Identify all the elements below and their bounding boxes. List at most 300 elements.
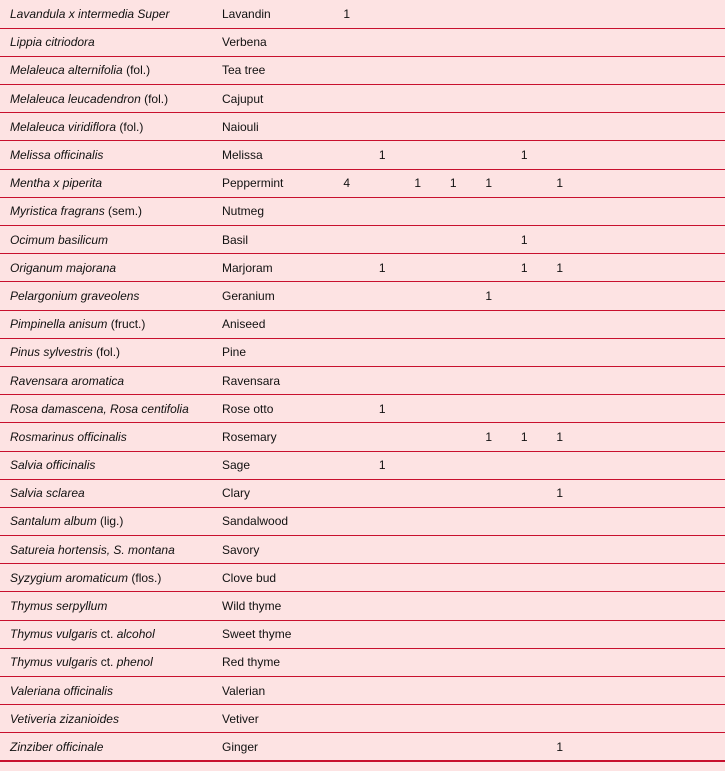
latin-name: Syzygium aromaticum <box>10 570 129 585</box>
value-cell <box>400 226 436 254</box>
value-cell <box>507 85 543 113</box>
value-cell <box>471 310 507 338</box>
value-cell <box>507 197 543 225</box>
latin-name-cell <box>0 56 222 84</box>
table-row <box>0 282 725 310</box>
value-cell <box>329 141 365 169</box>
latin-name-cell <box>0 197 222 225</box>
value-cell <box>542 395 578 423</box>
common-name-cell: Rose otto <box>222 395 329 423</box>
latin-name-cell <box>0 28 222 56</box>
value-cell <box>365 620 401 648</box>
latin-name-suffix: (lig.) <box>96 514 124 529</box>
value-cell <box>329 507 365 535</box>
value-cell: 1 <box>365 451 401 479</box>
value-cell <box>471 564 507 592</box>
value-cell <box>329 592 365 620</box>
latin-name: Mentha x piperita <box>10 176 103 191</box>
latin-name: Ocimum basilicum <box>10 232 109 247</box>
spacer-cell <box>578 733 725 761</box>
value-cell <box>507 28 543 56</box>
latin-name-cell <box>0 169 222 197</box>
common-name-cell: Ginger <box>222 733 329 761</box>
table-row <box>0 56 725 84</box>
value-cell <box>436 620 472 648</box>
value-cell: 1 <box>471 423 507 451</box>
table-row <box>0 479 725 507</box>
table-row <box>0 451 725 479</box>
value-cell <box>542 141 578 169</box>
value-cell <box>471 141 507 169</box>
value-cell <box>507 366 543 394</box>
value-cell <box>436 28 472 56</box>
common-name-cell: Savory <box>222 536 329 564</box>
spacer-cell <box>578 197 725 225</box>
spacer-cell <box>578 141 725 169</box>
value-cell <box>329 395 365 423</box>
latin-name: Thymus vulgaris <box>10 655 98 670</box>
value-cell <box>400 113 436 141</box>
common-name-cell: Valerian <box>222 677 329 705</box>
value-cell <box>400 423 436 451</box>
value-cell <box>507 620 543 648</box>
table-row <box>0 226 725 254</box>
common-name-cell: Melissa <box>222 141 329 169</box>
latin-name: Lippia citriodora <box>10 35 95 50</box>
latin-name-cell <box>0 507 222 535</box>
value-cell <box>329 451 365 479</box>
value-cell <box>507 451 543 479</box>
value-cell: 1 <box>542 423 578 451</box>
table-row <box>0 733 725 761</box>
value-cell <box>471 705 507 733</box>
value-cell: 1 <box>436 169 472 197</box>
latin-name-cell <box>0 254 222 282</box>
spacer-cell <box>578 169 725 197</box>
table-row <box>0 423 725 451</box>
value-cell <box>400 705 436 733</box>
value-cell <box>329 564 365 592</box>
spacer-cell <box>578 338 725 366</box>
value-cell <box>471 197 507 225</box>
value-cell <box>471 113 507 141</box>
value-cell <box>507 0 543 28</box>
value-cell: 1 <box>329 0 365 28</box>
latin-name: Ravensara aromatica <box>10 373 125 388</box>
table-row <box>0 85 725 113</box>
value-cell <box>329 254 365 282</box>
value-cell <box>436 197 472 225</box>
table-row <box>0 592 725 620</box>
latin-name-cell <box>0 141 222 169</box>
latin-name-cell <box>0 733 222 761</box>
value-cell <box>365 705 401 733</box>
value-cell <box>471 677 507 705</box>
value-cell <box>400 620 436 648</box>
latin-name: Myristica fragrans <box>10 204 105 219</box>
value-cell <box>436 733 472 761</box>
common-name-cell: Nutmeg <box>222 197 329 225</box>
spacer-cell <box>578 479 725 507</box>
value-cell <box>329 282 365 310</box>
value-cell <box>365 282 401 310</box>
value-cell <box>329 197 365 225</box>
latin-name-cell <box>0 338 222 366</box>
value-cell: 1 <box>471 282 507 310</box>
latin-name-cell <box>0 310 222 338</box>
value-cell <box>400 592 436 620</box>
value-cell <box>507 56 543 84</box>
value-cell <box>471 648 507 676</box>
table-row <box>0 366 725 394</box>
table-row <box>0 28 725 56</box>
value-cell: 1 <box>507 141 543 169</box>
table-row <box>0 310 725 338</box>
value-cell <box>329 536 365 564</box>
value-cell <box>542 451 578 479</box>
table-row <box>0 338 725 366</box>
spacer-cell <box>578 254 725 282</box>
value-cell <box>436 423 472 451</box>
value-cell <box>400 338 436 366</box>
table-row <box>0 536 725 564</box>
value-cell <box>436 479 472 507</box>
table-row <box>0 113 725 141</box>
value-cell <box>542 536 578 564</box>
value-cell <box>507 677 543 705</box>
latin-name: Thymus serpyllum <box>10 599 108 614</box>
value-cell <box>329 648 365 676</box>
spacer-cell <box>578 56 725 84</box>
common-name-cell: Sweet thyme <box>222 620 329 648</box>
table-row <box>0 648 725 676</box>
value-cell <box>436 507 472 535</box>
spacer-cell <box>578 423 725 451</box>
value-cell: 1 <box>507 254 543 282</box>
spacer-cell <box>578 226 725 254</box>
latin-name-suffix: (fol.) <box>92 345 121 360</box>
value-cell <box>471 507 507 535</box>
latin-name-suffix: ct. <box>97 627 117 642</box>
latin-name-chemotype: alcohol <box>116 627 155 642</box>
common-name-cell: Peppermint <box>222 169 329 197</box>
value-cell <box>329 310 365 338</box>
spacer-cell <box>578 0 725 28</box>
latin-name-cell <box>0 395 222 423</box>
common-name-cell: Vetiver <box>222 705 329 733</box>
latin-name: Rosa damascena, Rosa centifolia <box>10 401 189 416</box>
value-cell <box>507 479 543 507</box>
table-row <box>0 705 725 733</box>
value-cell <box>365 85 401 113</box>
value-cell <box>507 338 543 366</box>
latin-name: Salvia sclarea <box>10 486 85 501</box>
value-cell <box>471 451 507 479</box>
table-row <box>0 254 725 282</box>
common-name-cell: Sage <box>222 451 329 479</box>
value-cell <box>436 395 472 423</box>
value-cell <box>365 536 401 564</box>
value-cell <box>471 395 507 423</box>
value-cell <box>542 338 578 366</box>
latin-name-cell <box>0 451 222 479</box>
latin-name-cell <box>0 536 222 564</box>
latin-name: Rosmarinus officinalis <box>10 429 127 444</box>
table-row <box>0 507 725 535</box>
latin-name: Lavandula x intermedia Super <box>10 6 170 21</box>
spacer-cell <box>578 28 725 56</box>
latin-name: Pinus sylvestris <box>10 345 93 360</box>
value-cell <box>365 226 401 254</box>
latin-name: Thymus vulgaris <box>10 627 98 642</box>
value-cell <box>365 113 401 141</box>
value-cell <box>436 141 472 169</box>
spacer-cell <box>578 113 725 141</box>
value-cell <box>329 733 365 761</box>
latin-name: Origanum majorana <box>10 260 117 275</box>
latin-name-cell <box>0 705 222 733</box>
latin-name: Melaleuca alternifolia <box>10 63 123 78</box>
value-cell: 1 <box>365 254 401 282</box>
latin-name-cell <box>0 226 222 254</box>
common-name-cell: Naiouli <box>222 113 329 141</box>
value-cell <box>365 733 401 761</box>
table-row <box>0 564 725 592</box>
value-cell <box>400 310 436 338</box>
spacer-cell <box>578 592 725 620</box>
latin-name-cell <box>0 113 222 141</box>
common-name-cell: Cajuput <box>222 85 329 113</box>
spacer-cell <box>578 536 725 564</box>
spacer-cell <box>578 705 725 733</box>
latin-name: Pimpinella anisum <box>10 317 108 332</box>
value-cell <box>400 197 436 225</box>
value-cell <box>400 451 436 479</box>
common-name-cell: Aniseed <box>222 310 329 338</box>
value-cell <box>400 366 436 394</box>
common-name-cell: Rosemary <box>222 423 329 451</box>
latin-name-cell <box>0 282 222 310</box>
value-cell <box>471 28 507 56</box>
common-name-cell: Tea tree <box>222 56 329 84</box>
latin-name-cell <box>0 677 222 705</box>
spacer-cell <box>578 507 725 535</box>
table-row <box>0 620 725 648</box>
latin-name-suffix: (fol.) <box>116 119 144 134</box>
value-cell <box>329 226 365 254</box>
value-cell <box>436 592 472 620</box>
value-cell <box>365 423 401 451</box>
latin-name-suffix: (fol.) <box>140 91 169 106</box>
value-cell <box>507 536 543 564</box>
value-cell <box>436 705 472 733</box>
value-cell <box>365 56 401 84</box>
spacer-cell <box>578 451 725 479</box>
value-cell <box>436 254 472 282</box>
value-cell <box>329 677 365 705</box>
value-cell <box>365 479 401 507</box>
value-cell <box>471 254 507 282</box>
value-cell <box>436 451 472 479</box>
table-row <box>0 0 725 28</box>
value-cell <box>471 536 507 564</box>
common-name-cell: Geranium <box>222 282 329 310</box>
value-cell <box>365 677 401 705</box>
value-cell <box>471 592 507 620</box>
latin-name-chemotype: phenol <box>116 655 153 670</box>
common-name-cell: Clove bud <box>222 564 329 592</box>
spacer-cell <box>578 677 725 705</box>
value-cell <box>436 113 472 141</box>
value-cell: 1 <box>365 141 401 169</box>
value-cell <box>400 56 436 84</box>
latin-name: Pelargonium graveolens <box>10 288 140 303</box>
value-cell <box>400 648 436 676</box>
value-cell <box>436 56 472 84</box>
value-cell <box>471 733 507 761</box>
value-cell: 1 <box>507 226 543 254</box>
value-cell <box>365 338 401 366</box>
common-name-cell: Lavandin <box>222 0 329 28</box>
value-cell <box>436 0 472 28</box>
value-cell <box>365 366 401 394</box>
value-cell <box>365 564 401 592</box>
value-cell <box>400 282 436 310</box>
value-cell <box>542 197 578 225</box>
value-cell <box>542 113 578 141</box>
latin-name-suffix: (fol.) <box>122 63 151 78</box>
latin-name: Santalum album <box>10 514 97 529</box>
value-cell: 1 <box>471 169 507 197</box>
spacer-cell <box>578 620 725 648</box>
spacer-cell <box>578 648 725 676</box>
latin-name-cell <box>0 592 222 620</box>
spacer-cell <box>578 282 725 310</box>
value-cell <box>329 366 365 394</box>
value-cell <box>436 564 472 592</box>
value-cell <box>471 0 507 28</box>
value-cell <box>471 366 507 394</box>
value-cell <box>400 479 436 507</box>
value-cell <box>436 338 472 366</box>
value-cell <box>471 226 507 254</box>
value-cell <box>507 564 543 592</box>
value-cell <box>365 507 401 535</box>
value-cell <box>507 507 543 535</box>
spacer-cell <box>578 366 725 394</box>
table-row <box>0 169 725 197</box>
value-cell <box>329 620 365 648</box>
latin-name-cell <box>0 620 222 648</box>
common-name-cell: Red thyme <box>222 648 329 676</box>
latin-name-suffix: ct. <box>97 655 117 670</box>
latin-name-cell <box>0 479 222 507</box>
value-cell: 4 <box>329 169 365 197</box>
latin-name: Salvia officinalis <box>10 458 96 473</box>
value-cell <box>365 648 401 676</box>
value-cell <box>365 592 401 620</box>
latin-name: Vetiveria zizanioides <box>10 711 119 726</box>
value-cell <box>365 197 401 225</box>
value-cell <box>400 677 436 705</box>
value-cell <box>507 282 543 310</box>
value-cell <box>507 310 543 338</box>
value-cell <box>436 85 472 113</box>
latin-name: Satureia hortensis, S. montana <box>10 542 175 557</box>
value-cell <box>365 28 401 56</box>
value-cell <box>542 620 578 648</box>
value-cell <box>400 85 436 113</box>
value-cell <box>400 254 436 282</box>
common-name-cell: Pine <box>222 338 329 366</box>
value-cell <box>542 592 578 620</box>
value-cell <box>542 705 578 733</box>
table-row <box>0 677 725 705</box>
value-cell <box>436 310 472 338</box>
latin-name-cell <box>0 648 222 676</box>
latin-name: Valeriana officinalis <box>10 683 113 698</box>
value-cell <box>507 592 543 620</box>
value-cell <box>542 310 578 338</box>
value-cell <box>471 479 507 507</box>
value-cell: 1 <box>507 423 543 451</box>
value-cell <box>329 56 365 84</box>
value-cell <box>542 28 578 56</box>
table-row <box>0 197 725 225</box>
value-cell <box>542 564 578 592</box>
latin-name-suffix: (flos.) <box>128 570 162 585</box>
value-cell <box>365 310 401 338</box>
value-cell <box>436 226 472 254</box>
value-cell <box>329 705 365 733</box>
value-cell <box>329 423 365 451</box>
value-cell <box>507 169 543 197</box>
latin-name-cell <box>0 564 222 592</box>
value-cell: 1 <box>542 479 578 507</box>
latin-name: Melissa officinalis <box>10 148 104 163</box>
value-cell <box>542 85 578 113</box>
value-cell <box>436 648 472 676</box>
value-cell <box>507 113 543 141</box>
value-cell <box>471 56 507 84</box>
value-cell <box>329 338 365 366</box>
value-cell <box>542 507 578 535</box>
value-cell <box>507 648 543 676</box>
value-cell <box>507 733 543 761</box>
latin-name-cell <box>0 85 222 113</box>
spacer-cell <box>578 564 725 592</box>
value-cell <box>400 0 436 28</box>
value-cell: 1 <box>400 169 436 197</box>
latin-name-cell <box>0 366 222 394</box>
common-name-cell: Marjoram <box>222 254 329 282</box>
value-cell <box>400 507 436 535</box>
value-cell <box>400 395 436 423</box>
value-cell <box>542 56 578 84</box>
value-cell <box>507 705 543 733</box>
value-cell <box>329 479 365 507</box>
value-cell <box>471 620 507 648</box>
value-cell <box>400 141 436 169</box>
value-cell <box>329 28 365 56</box>
value-cell: 1 <box>542 169 578 197</box>
value-cell <box>542 677 578 705</box>
value-cell <box>365 169 401 197</box>
table-row <box>0 141 725 169</box>
value-cell <box>329 85 365 113</box>
value-cell: 1 <box>365 395 401 423</box>
value-cell: 1 <box>542 254 578 282</box>
